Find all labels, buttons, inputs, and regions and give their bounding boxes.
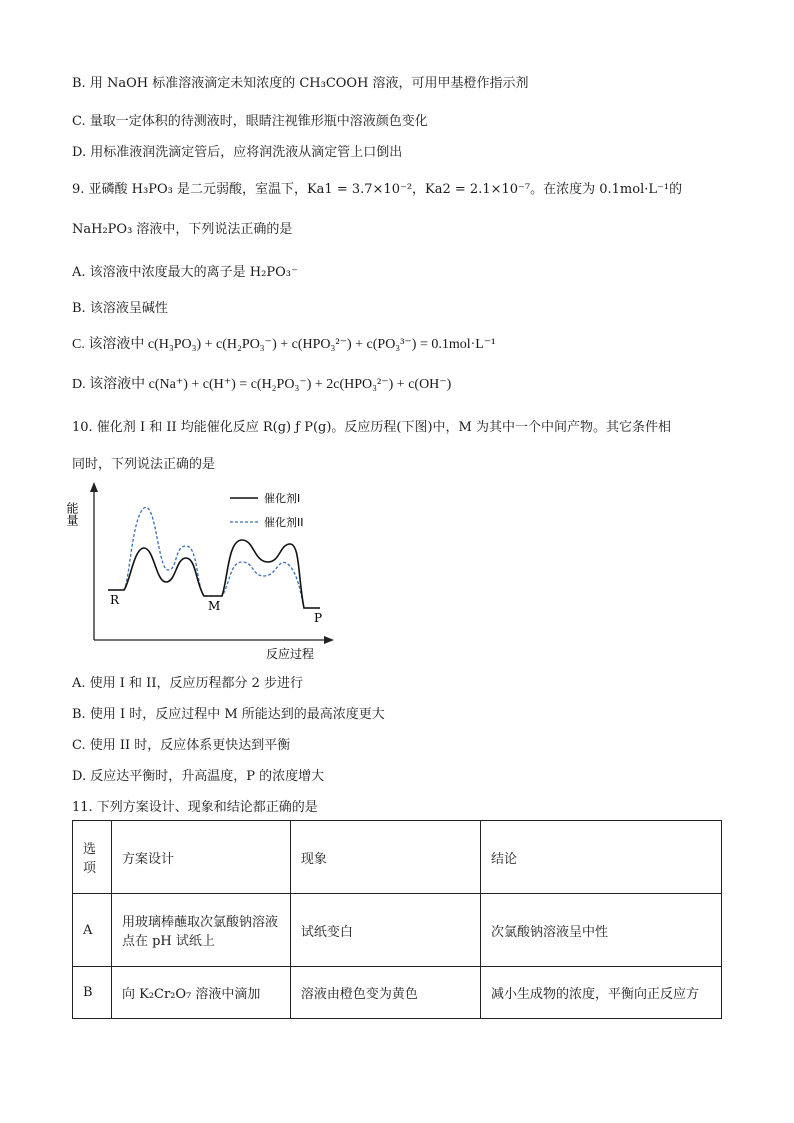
row-a-phenomenon: 试纸变白: [290, 894, 480, 967]
point-label-r: R: [110, 593, 120, 607]
table-row: [73, 894, 722, 967]
question-9-stem-cont: NaH₂PO₃ 溶液中，下列说法正确的是: [72, 222, 293, 237]
option-b-q8: B. 用 NaOH 标准溶液滴定未知浓度的 CH₃COOH 溶液，可用甲基橙作指示剂: [72, 76, 529, 91]
row-a-option: A: [73, 894, 112, 967]
row-b-phenomenon: 溶液由橙色变为黄色: [290, 967, 480, 1019]
option-a-q9: A. 该溶液中浓度最大的离子是 H₂PO₃⁻: [72, 265, 298, 280]
table-row: [73, 967, 722, 1019]
header-option: 选项: [73, 821, 112, 894]
x-axis-label: 反应过程: [266, 647, 315, 661]
option-c-q9: C. 该溶液中 c(H₃PO₃) + c(H₂PO₃⁻) + c(HPO₃²⁻) + c(PO₃³⁻) = 0.1mol·L⁻¹: [72, 337, 496, 352]
point-label-p: P: [314, 611, 323, 625]
option-d-q8: D. 用标准液润洗滴定管后，应将润洗液从滴定管上口倒出: [72, 145, 403, 160]
table-header-row: [73, 821, 722, 894]
legend-label-catalyst-1: 催化剂I: [264, 492, 301, 505]
reaction-energy-diagram: [65, 478, 338, 661]
catalyst-1-energy-curve: [108, 540, 320, 608]
row-b-option: B: [73, 967, 112, 1019]
option-c-q10: C. 使用 II 时，反应体系更快达到平衡: [72, 738, 291, 753]
option-a-q10: A. 使用 I 和 II，反应历程都分 2 步进行: [72, 676, 303, 691]
question-10-stem-cont: 同时，下列说法正确的是: [72, 457, 216, 472]
row-a-design: 用玻璃棒蘸取次氯酸钠溶液点在 pH 试纸上: [111, 894, 290, 967]
row-b-conclusion: 减小生成物的浓度，平衡向正反应方: [481, 967, 722, 1019]
option-b-q10: B. 使用 I 时，反应过程中 M 所能达到的最高浓度更大: [72, 707, 385, 722]
option-d-q9: D. 该溶液中 c(Na⁺) + c(H⁺) = c(H₂PO₃⁻) + 2c(HPO₃²⁻) + c(OH⁻): [72, 377, 452, 392]
row-b-design: 向 K₂Cr₂O₇ 溶液中滴加: [111, 967, 290, 1019]
x-axis-arrow: [324, 636, 334, 644]
y-axis-arrow: [90, 482, 98, 492]
option-c-q8: C. 量取一定体积的待测液时，眼睛注视锥形瓶中溶液颜色变化: [72, 114, 428, 129]
row-a-conclusion: 次氯酸钠溶液呈中性: [481, 894, 722, 967]
header-conclusion: 结论: [481, 821, 722, 894]
question-9-stem: 9. 亚磷酸 H₃PO₃ 是二元弱酸，室温下，Ka1 = 3.7×10⁻²，Ka2 = 2.1×10⁻⁷。在浓度为 0.1mol·L⁻¹的: [72, 182, 683, 197]
header-design: 方案设计: [111, 821, 290, 894]
y-axis-label: 能量: [65, 502, 79, 526]
point-label-m: M: [208, 599, 221, 613]
option-d-q10: D. 反应达平衡时，升高温度，P 的浓度增大: [72, 769, 325, 784]
question-10-stem: 10. 催化剂 I 和 II 均能催化反应 R(g) ƒ P(g)。反应历程(下图)中，M 为其中一个中间产物。其它条件相: [72, 420, 672, 435]
legend-label-catalyst-2: 催化剂II: [264, 516, 304, 529]
option-b-q9: B. 该溶液呈碱性: [72, 301, 168, 316]
question-11-stem: 11. 下列方案设计、现象和结论都正确的是: [72, 800, 318, 815]
header-phenomenon: 现象: [290, 821, 480, 894]
experiment-table: [72, 820, 722, 1019]
